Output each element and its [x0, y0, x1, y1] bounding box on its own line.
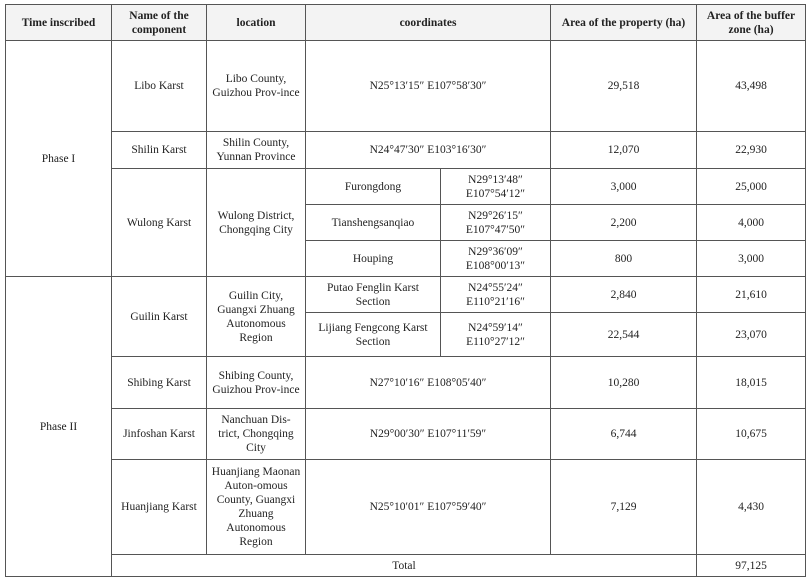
- karst-sites-table: [5, 4, 806, 577]
- header-component: Name of the component: [112, 5, 207, 41]
- area-property: 10,280: [551, 357, 697, 409]
- area-property: 2,840: [551, 277, 697, 313]
- component-name: Huanjiang Karst: [112, 460, 207, 555]
- total-area-property: 97,125: [697, 555, 806, 577]
- header-time: Time inscribed: [6, 5, 112, 41]
- section-coordinates: N24°55′24″ E110°21′16″: [441, 277, 551, 313]
- component-coordinates: N24°47′30″ E103°16′30″: [306, 132, 551, 169]
- section-coordinates: N29°36′09″ E108°00′13″: [441, 241, 551, 277]
- component-location: Shilin County, Yunnan Province: [207, 132, 306, 169]
- component-location: Shibing County, Guizhou Prov-ince: [207, 357, 306, 409]
- area-buffer: 43,498: [697, 41, 806, 132]
- component-coordinates: N25°13′15″ E107°58′30″: [306, 41, 551, 132]
- section-name: Furongdong: [306, 169, 441, 205]
- area-buffer: 18,015: [697, 357, 806, 409]
- area-property: 22,544: [551, 313, 697, 357]
- component-location: Huanjiang Maonan Auton-omous County, Guangxi Zhuang Autonomous Region: [207, 460, 306, 555]
- table-row: [6, 169, 806, 205]
- component-name: Jinfoshan Karst: [112, 409, 207, 460]
- component-location: Nanchuan Dis-trict, Chongqing City: [207, 409, 306, 460]
- section-name: Tianshengsanqiao: [306, 205, 441, 241]
- area-buffer: 21,610: [697, 277, 806, 313]
- phase-label: Phase I: [6, 41, 112, 277]
- phase-label: Phase II: [6, 277, 112, 577]
- area-buffer: 4,000: [697, 205, 806, 241]
- total-row: [6, 555, 806, 577]
- component-name: Wulong Karst: [112, 169, 207, 277]
- area-buffer: 4,430: [697, 460, 806, 555]
- component-location: Libo County, Guizhou Prov-ince: [207, 41, 306, 132]
- area-property: 3,000: [551, 169, 697, 205]
- section-coordinates: N24°59′14″ E110°27′12″: [441, 313, 551, 357]
- header-area-property: Area of the property (ha): [551, 5, 697, 41]
- section-name: Lijiang Fengcong Karst Section: [306, 313, 441, 357]
- component-coordinates: N25°10′01″ E107°59′40″: [306, 460, 551, 555]
- area-property: 29,518: [551, 41, 697, 132]
- component-name: Libo Karst: [112, 41, 207, 132]
- section-name: Putao Fenglin Karst Section: [306, 277, 441, 313]
- table-row: [6, 277, 806, 313]
- area-property: 7,129: [551, 460, 697, 555]
- section-coordinates: N29°13′48″ E107°54′12″: [441, 169, 551, 205]
- header-location: location: [207, 5, 306, 41]
- area-buffer: 3,000: [697, 241, 806, 277]
- table-row: [6, 409, 806, 460]
- section-coordinates: N29°26′15″ E107°47′50″: [441, 205, 551, 241]
- table-row: [6, 132, 806, 169]
- component-coordinates: N27°10′16″ E108°05′40″: [306, 357, 551, 409]
- total-label: Total: [112, 555, 697, 577]
- component-name: Shilin Karst: [112, 132, 207, 169]
- component-location: Wulong District, Chongqing City: [207, 169, 306, 277]
- table-row: [6, 460, 806, 555]
- component-name: Shibing Karst: [112, 357, 207, 409]
- area-property: 6,744: [551, 409, 697, 460]
- header-coordinates: coordinates: [306, 5, 551, 41]
- component-name: Guilin Karst: [112, 277, 207, 357]
- component-coordinates: N29°00′30″ E107°11′59″: [306, 409, 551, 460]
- area-buffer: 25,000: [697, 169, 806, 205]
- area-buffer: 10,675: [697, 409, 806, 460]
- area-property: 2,200: [551, 205, 697, 241]
- header-area-buffer: Area of the buffer zone (ha): [697, 5, 806, 41]
- area-buffer: 23,070: [697, 313, 806, 357]
- component-location: Guilin City, Guangxi Zhuang Autonomous Region: [207, 277, 306, 357]
- section-name: Houping: [306, 241, 441, 277]
- table-row: [6, 41, 806, 132]
- table-row: [6, 357, 806, 409]
- area-property: 800: [551, 241, 697, 277]
- area-buffer: 22,930: [697, 132, 806, 169]
- area-property: 12,070: [551, 132, 697, 169]
- header-row: [6, 5, 806, 41]
